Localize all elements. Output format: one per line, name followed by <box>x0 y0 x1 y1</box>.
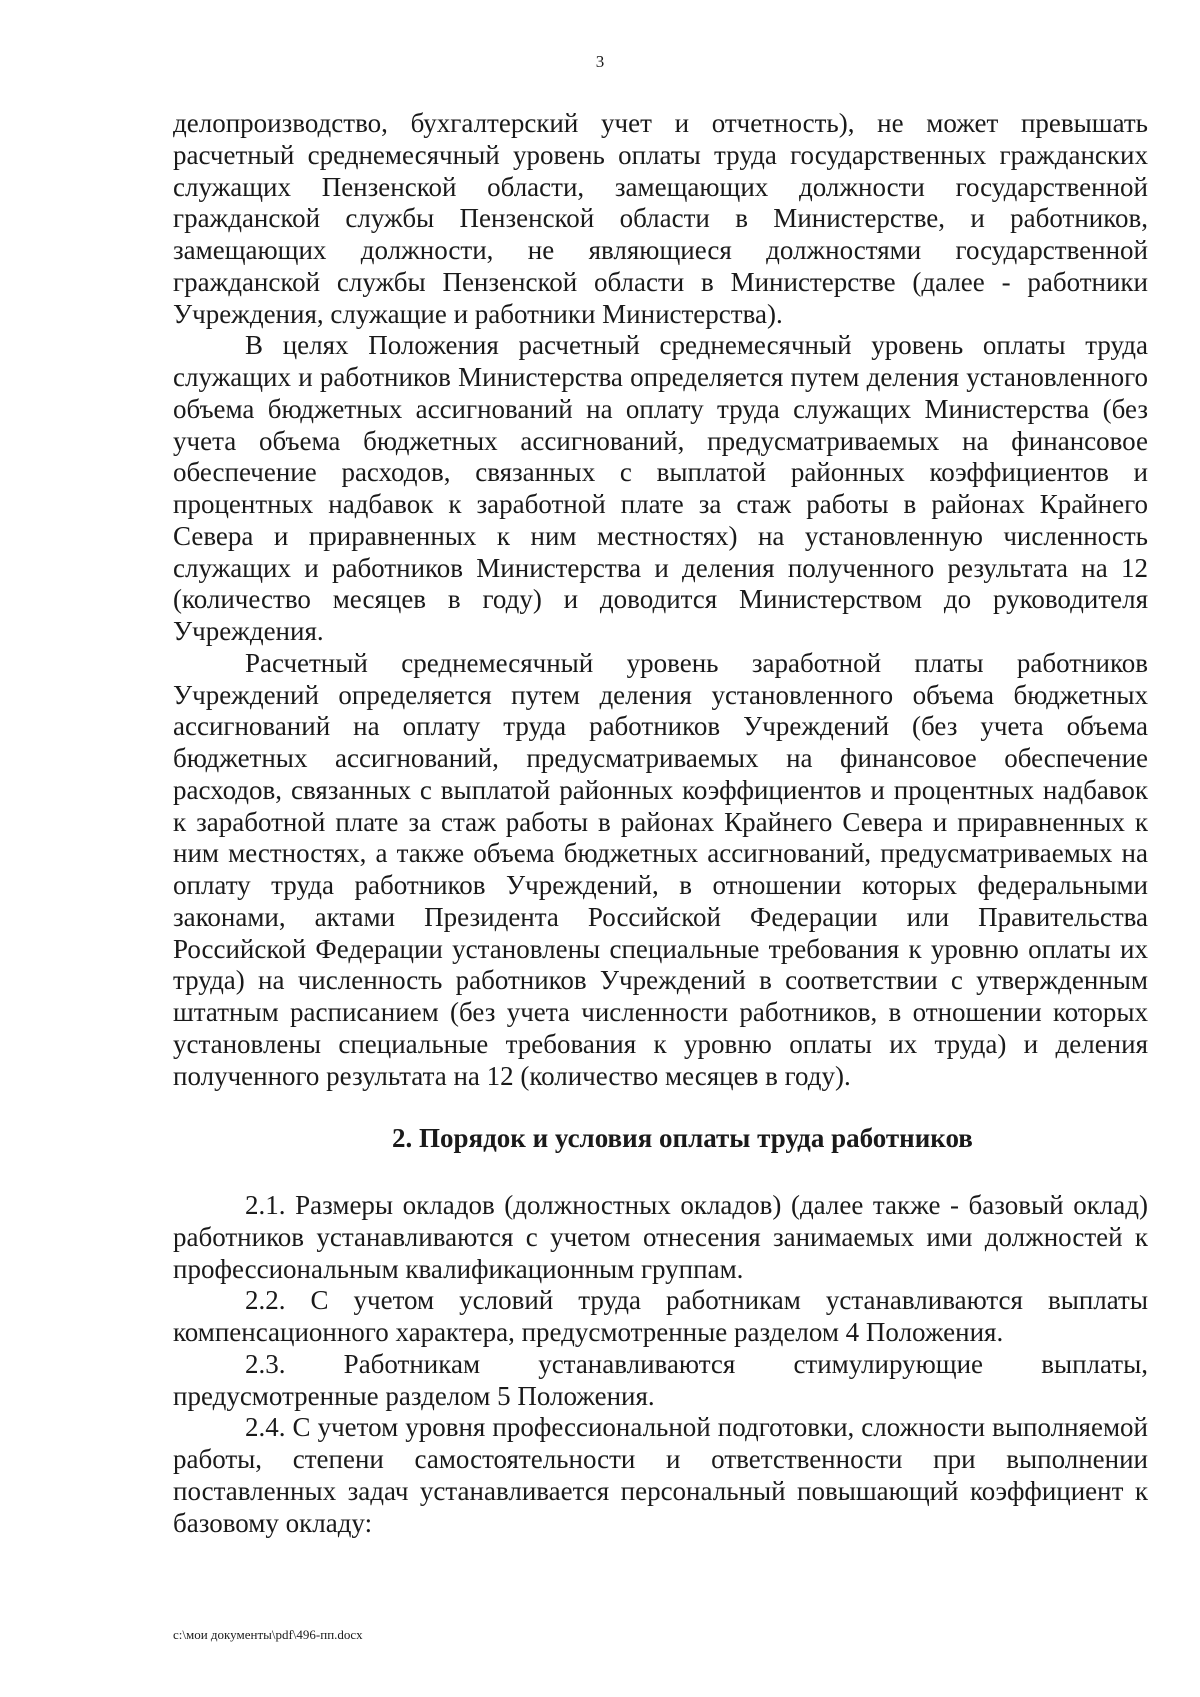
paragraph-average-pay-institutions: Расчетный среднемесячный уровень заработной платы работников Учреждений определяется путем деления установленного объема бюджетных ассигнований на оплату труда работников Учреждений (без учета объема бюджетных ассигнований, предусматриваемых на финансовое обеспечение расходов, связанных с выплатой районных коэффициентов и процентных надбавок к заработной плате за стаж работы в районах Крайнего Севера и приравненных к ним местностях, а также объема бюджетных ассигнований, предусматриваемых на оплату труда работников Учреждений, в отношении которых федеральными законами, актами Президента Российской Федерации или Правительства Российской Федерации установлены специальные требования к уровню оплаты их труда) на численность работников Учреждений в соответствии с утвержденным штатным расписанием (без учета численности работников, в отношении которых установлены специальные требования к уровню оплаты их труда) и деления полученного результата на 12 (количество месяцев в году). <box>173 647 1148 1091</box>
paragraph-average-pay-ministry: В целях Положения расчетный среднемесячный уровень оплаты труда служащих и работников Министерства определяется путем деления установленного объема бюджетных ассигнований на оплату труда служащих Министерства (без учета объема бюджетных ассигнований, предусматриваемых на финансовое обеспечение расходов, связанных с выплатой районных коэффициентов и процентных надбавок к заработной плате за стаж работы в районах Крайнего Севера и приравненных к ним местностях) на установленную численность служащих и работников Министерства и деления полученного результата на 12 (количество месяцев в году) и доводится Министерством до руководителя Учреждения. <box>173 330 1148 646</box>
clause-2-1: 2.1. Размеры окладов (должностных окладов) (далее также - базовый оклад) работников устанавливаются с учетом отнесения занимаемых ими должностей к профессиональным квалификационным группам. <box>173 1190 1148 1284</box>
page-number: 3 <box>595 52 605 71</box>
document-body <box>173 108 1148 1539</box>
clause-2-2: 2.2. С учетом условий труда работникам устанавливаются выплаты компенсационного характера, предусмотренные разделом 4 Положения. <box>173 1285 1148 1347</box>
section-heading: 2. Порядок и условия оплаты труда работников <box>392 1123 973 1154</box>
clause-2-4: 2.4. С учетом уровня профессиональной подготовки, сложности выполняемой работы, степени самостоятельности и ответственности при выполнении поставленных задач устанавливается персональный повышающий коэффициент к базовому окладу: <box>173 1412 1148 1538</box>
paragraph-continuation: делопроизводство, бухгалтерский учет и отчетность), не может превышать расчетный среднемесячный уровень оплаты труда государственных гражданских служащих Пензенской области, замещающих должности государственной гражданской службы Пензенской области в Министерстве, и работников, замещающих должности, не являющиеся должностями государственной гражданской службы Пензенской области в Министерстве (далее - работники Учреждения, служащие и работники Министерства). <box>173 108 1148 329</box>
clause-2-3: 2.3. Работникам устанавливаются стимулирующие выплаты, предусмотренные разделом 5 Положения. <box>173 1348 1148 1411</box>
footer-file-path: c:\мои документы\pdf\496-пп.docx <box>173 1627 363 1642</box>
